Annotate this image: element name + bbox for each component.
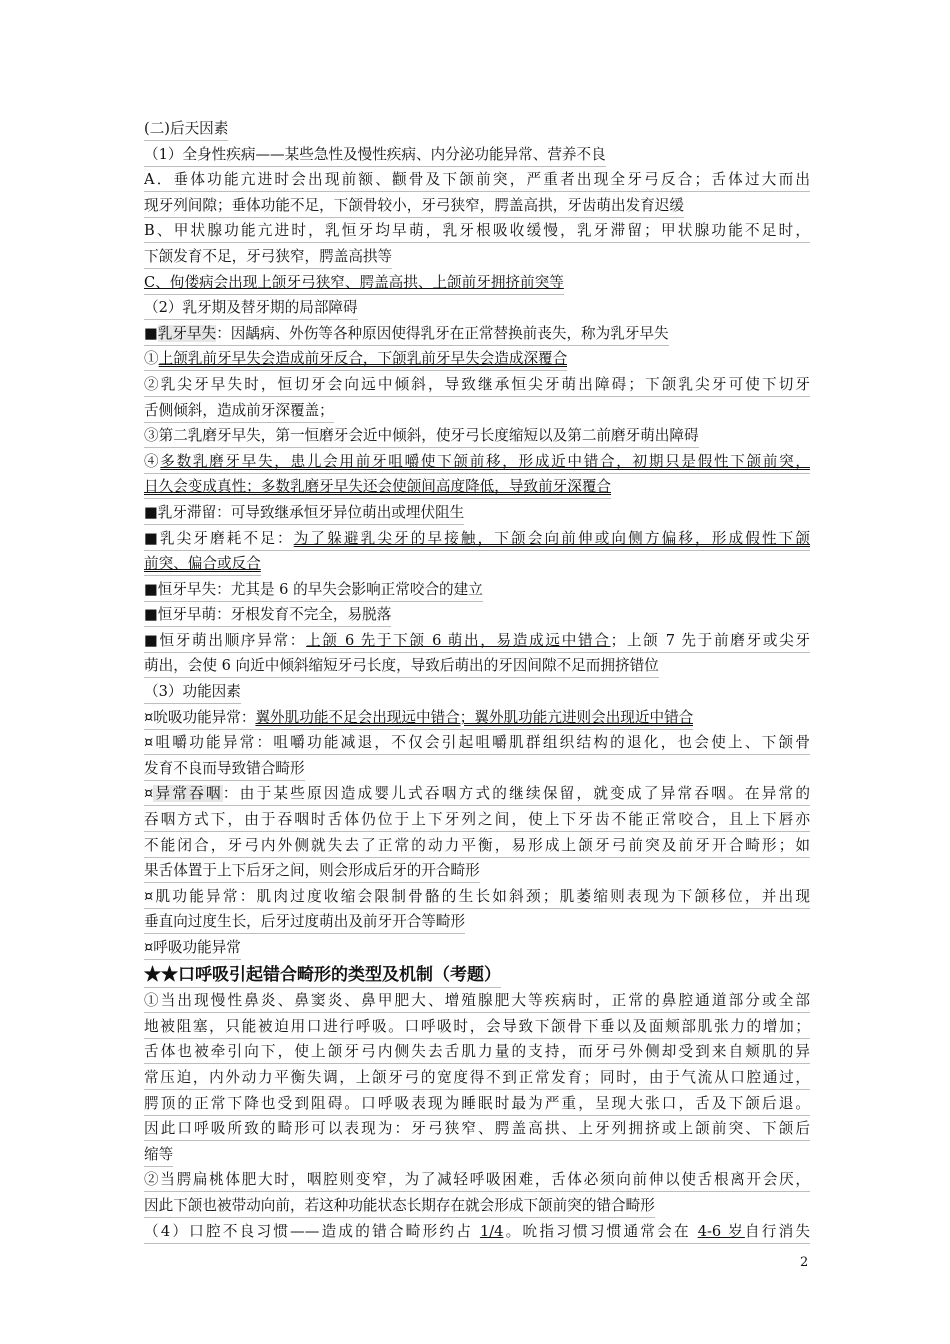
- underlined-span: 1/4: [479, 1222, 504, 1240]
- text-line: [144, 553, 261, 576]
- subsection-heading: （2）乳牙期及替牙期的局部障碍: [144, 297, 358, 320]
- text-line: B、甲状腺功能亢进时，乳恒牙均早萌，乳牙根吸收缓慢，乳牙滞留；甲状腺功能不足时，: [144, 220, 810, 243]
- text-line: ¤咀嚼功能异常：咀嚼功能减退，不仅会引起咀嚼肌群组织结构的退化，也会使上、下颌骨: [144, 732, 810, 755]
- text-line: 发育不良而导致错合畸形: [144, 758, 305, 781]
- underlined-span: 4-6 岁: [697, 1222, 745, 1240]
- page-number: 2: [800, 1255, 809, 1270]
- term-highlight: 乳牙早失: [157, 324, 217, 342]
- exam-question-heading: ★★口呼吸引起错合畸形的类型及机制（考题）: [144, 963, 501, 988]
- underlined-span: 为了躲避乳尖牙的早接触，下颌会向前伸或向侧方偏移，形成假性下颌: [293, 529, 810, 547]
- text-line: [144, 348, 567, 371]
- text-line: ②当腭扁桃体肥大时，咽腔则变窄，为了减轻呼吸困难，舌体必须向前伸以使舌根离开会厌，: [144, 1169, 810, 1192]
- text-span: 。吮指习惯习惯通常会在: [503, 1222, 698, 1240]
- text-line: ■恒牙早失：尤其是 6 的早失会影响正常咬合的建立: [144, 579, 483, 602]
- bullet: ①: [144, 350, 159, 368]
- text-line: [144, 476, 611, 499]
- text-line: 腭顶的正常下降也受到阻碍。口呼吸表现为睡眠时最为严重，呈现大张口，舌及下颌后退。: [144, 1093, 810, 1116]
- text-line: 舌侧倾斜，造成前牙深覆盖；: [144, 400, 334, 423]
- underlined-span: 翼外肌功能不足会出现远中错合；翼外肌功能亢进则会出现近中错合: [255, 708, 694, 726]
- section-heading: (二)后天因素: [144, 118, 228, 141]
- bullet: ④: [144, 452, 161, 470]
- text-line: 常压迫，内外动力平衡失调，上颌牙弓的宽度得不到正常发育；同时，由于气流从口腔通过，: [144, 1067, 810, 1090]
- text-line: [144, 707, 693, 730]
- text-span: 自行消失: [744, 1222, 810, 1240]
- text-line: ■恒牙早萌：牙根发育不完全，易脱落: [144, 604, 391, 627]
- text-line: 因此下颌也被带动向前，若这种功能状态长期存在就会形成下颌前突的错合畸形: [144, 1195, 655, 1218]
- text-line: 缩等: [144, 1144, 173, 1167]
- text-line: [144, 451, 810, 474]
- text-line: [144, 528, 810, 551]
- document-body: [144, 118, 810, 1246]
- underlined-span: 前突、偏合或反合: [144, 555, 261, 573]
- text-line: [144, 783, 810, 806]
- text-line: ¤呼吸功能异常: [144, 937, 241, 960]
- text-line: ②乳尖牙早失时，恒切牙会向远中倾斜，导致继承恒尖牙萌出障碍；下颌乳尖牙可使下切牙: [144, 374, 810, 397]
- text-line: 因此口呼吸所致的畸形可以表现为：牙弓狭窄、腭盖高拱、上牙列拥挤或上颌前突、下颌后: [144, 1118, 810, 1141]
- text-line: 舌体也被牵引向下，使上颌牙弓内侧失去舌肌力量的支持，而牙弓外侧却受到来自颊肌的异: [144, 1041, 810, 1064]
- bullet: ¤: [144, 785, 154, 803]
- underlined-span: 日久会变成真性；多数乳磨牙早失还会使颌间高度降低，导致前牙深覆合: [144, 478, 612, 496]
- text-line: 吞咽方式下，由于吞咽时舌体仍位于上下牙列之间，使上下牙齿不能正常咬合，且上下唇亦: [144, 809, 810, 832]
- term-highlight: 异常吞咽: [153, 785, 223, 803]
- underlined-span: 上颌乳前牙早失会造成前牙反合，下颌乳前牙早失会造成深覆合: [158, 350, 568, 368]
- subsection-heading: [144, 1221, 810, 1244]
- underlined-span: 上颌 6 先于下颌 6 萌出，易造成远中错合: [306, 631, 611, 649]
- text-span: ；上颌 7 先于前磨牙或尖牙: [610, 631, 810, 649]
- text-line: 果舌体置于上下后牙之间，则会形成后牙的开合畸形: [144, 860, 480, 883]
- text-span: ：因龋病、外伤等各种原因使得乳牙在正常替换前丧失，称为乳牙早失: [216, 324, 669, 342]
- text-span: ¤吮吸功能异常：: [144, 708, 256, 726]
- text-line: ③第二乳磨牙早失，第一恒磨牙会近中倾斜，使牙弓长度缩短以及第二前磨牙萌出障碍: [144, 425, 699, 448]
- text-line: ¤肌功能异常：肌肉过度收缩会限制骨骼的生长如斜颈；肌萎缩则表现为下颌移位，并出现: [144, 886, 810, 909]
- text-span: ■恒牙萌出顺序异常：: [144, 631, 307, 649]
- text-line: [144, 323, 669, 346]
- underlined-span: 多数乳磨牙早失，患儿会用前牙咀嚼使下颌前移，形成近中错合，初期只是假性下颌前突，: [160, 452, 810, 470]
- text-line: 下颌发育不足，牙弓狭窄，腭盖高拱等: [144, 246, 392, 269]
- text-line: 地被阻塞，只能被迫用口进行呼吸。口呼吸时，会导致下颌骨下垂以及面颊部肌张力的增加；: [144, 1016, 810, 1039]
- subsection-heading: （1）全身性疾病——某些急性及慢性疾病、内分泌功能异常、营养不良: [144, 144, 606, 167]
- text-line: 垂直向过度生长，后牙过度萌出及前牙开合等畸形: [144, 911, 465, 934]
- text-line: [144, 630, 810, 653]
- text-line: ①当出现慢性鼻炎、鼻窦炎、鼻甲肥大、增殖腺肥大等疾病时，正常的鼻腔通道部分或全部: [144, 990, 810, 1013]
- text-line: C、佝偻病会出现上颌牙弓狭窄、腭盖高拱、上颌前牙拥挤前突等: [144, 272, 564, 295]
- text-line: ■乳牙滞留：可导致继承恒牙异位萌出或埋伏阻生: [144, 502, 464, 525]
- text-line: 萌出，会使 6 向近中倾斜缩短牙弓长度，导致后萌出的牙因间隙不足而拥挤错位: [144, 655, 659, 678]
- text-line: 不能闭合，牙弓内外侧就失去了正常的动力平衡，易形成上颌牙弓前突及前牙开合畸形；如: [144, 835, 810, 858]
- text-line: 现牙列间隙；垂体功能不足，下颌骨较小，牙弓狭窄，腭盖高拱，牙齿萌出发育迟缓: [144, 195, 684, 218]
- text-span: ■乳尖牙磨耗不足：: [144, 529, 294, 547]
- subsection-heading: （3）功能因素: [144, 681, 241, 704]
- text-line: A．垂体功能亢进时会出现前额、颧骨及下颌前突，严重者出现全牙弓反合；舌体过大而出: [144, 169, 810, 192]
- bullet: ■: [144, 324, 158, 342]
- text-span: ：由于某些原因造成婴儿式吞咽方式的继续保留，就变成了异常吞咽。在异常的: [222, 785, 810, 803]
- text-span: （4）口腔不良习惯——造成的错合畸形约占: [144, 1222, 480, 1240]
